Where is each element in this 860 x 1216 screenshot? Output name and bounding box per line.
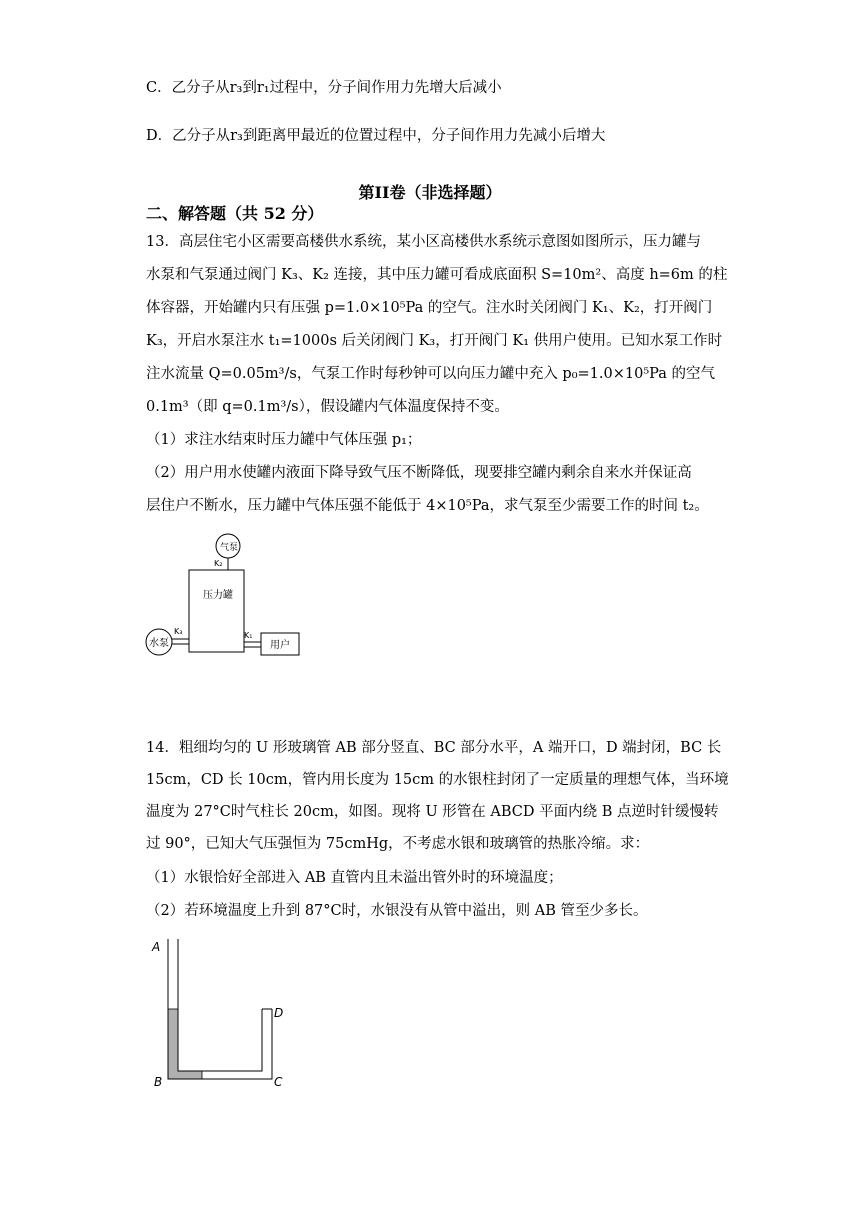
option-c: C．乙分子从r₃到r₁过程中，分子间作用力先增大后减小 — [146, 80, 502, 96]
tank-label: 压力罐 — [203, 590, 233, 601]
q13-sub2-line-2: 层住户不断水，压力罐中气体压强不能低于 4×10⁵Pa，求气泵至少需要工作的时间 t₂。 — [146, 498, 709, 514]
label-d: D — [274, 1006, 284, 1020]
q13-figure — [140, 530, 310, 665]
q14-line-3: 温度为 27°C时气柱长 20cm，如图。现将 U 形管在 ABCD 平面内绕 B 点逆时针缓慢转 — [146, 804, 719, 820]
q13-line-4: K₃，开启水泵注水 t₁=1000s 后关闭阀门 K₃，打开阀门 K₁ 供用户使用。已知水泵工作时 — [146, 333, 723, 349]
q14-line-2: 15cm，CD 长 10cm，管内用长度为 15cm 的水银柱封闭了一定质量的理想气体，当环境 — [146, 772, 729, 788]
water-pump-label: 水泵 — [149, 638, 169, 649]
q13-line-1: 13．高层住宅小区需要高楼供水系统，某小区高楼供水系统示意图如图所示，压力罐与 — [146, 234, 701, 250]
q13-line-2: 水泵和气泵通过阀门 K₃、K₂ 连接，其中压力罐可看成底面积 S=10m²、高度 h=6m 的柱 — [146, 267, 728, 283]
section-heading: 二、解答题（共 52 分） — [146, 204, 324, 223]
q14-line-1: 14．粗细均匀的 U 形玻璃管 AB 部分竖直、BC 部分水平，A 端开口，D 端封闭，BC 长 — [146, 740, 722, 756]
q14-sub2: （2）若环境温度上升到 87°C时，水银没有从管中溢出，则 AB 管至少多长。 — [146, 903, 648, 919]
option-d: D．乙分子从r₃到距离甲最近的位置过程中，分子间作用力先减小后增大 — [146, 128, 606, 144]
k3-label: K₃ — [174, 627, 183, 636]
part2-title: 第II卷（非选择题） — [358, 183, 502, 202]
u-tube-outer — [168, 939, 272, 1079]
label-b: B — [154, 1075, 163, 1089]
q13-sub1: （1）求注水结束时压力罐中气体压强 p₁； — [146, 432, 422, 448]
k2-label: K₂ — [214, 559, 223, 568]
pressure-tank — [189, 570, 244, 652]
user-label: 用户 — [270, 640, 290, 651]
q13-sub2-line-1: （2）用户用水使罐内液面下降导致气压不断降低，现要排空罐内剩余自来水并保证高 — [146, 465, 692, 481]
q13-line-6: 0.1m³（即 q=0.1m³/s），假设罐内气体温度保持不变。 — [146, 399, 509, 415]
label-c: C — [274, 1075, 283, 1089]
u-tube-inner — [178, 939, 262, 1071]
q14-line-4: 过 90°，已知大气压强恒为 75cmHg，不考虑水银和玻璃管的热胀冷缩。求： — [146, 836, 650, 852]
mercury-column — [168, 1009, 202, 1079]
q14-figure — [148, 935, 298, 1095]
q13-line-3: 体容器，开始罐内只有压强 p=1.0×10⁵Pa 的空气。注水时关闭阀门 K₁、K₂，打开阀门 — [146, 300, 713, 316]
q14-sub1: （1）水银恰好全部进入 AB 直管内且未溢出管外时的环境温度； — [146, 870, 563, 886]
label-a: A — [152, 940, 161, 954]
gas-pump-label: 气泵 — [220, 543, 239, 553]
q13-line-5: 注水流量 Q=0.05m³/s，气泵工作时每秒钟可以向压力罐中充入 p₀=1.0×10⁵Pa 的空气 — [146, 366, 716, 382]
k1-label: K₁ — [244, 631, 253, 640]
